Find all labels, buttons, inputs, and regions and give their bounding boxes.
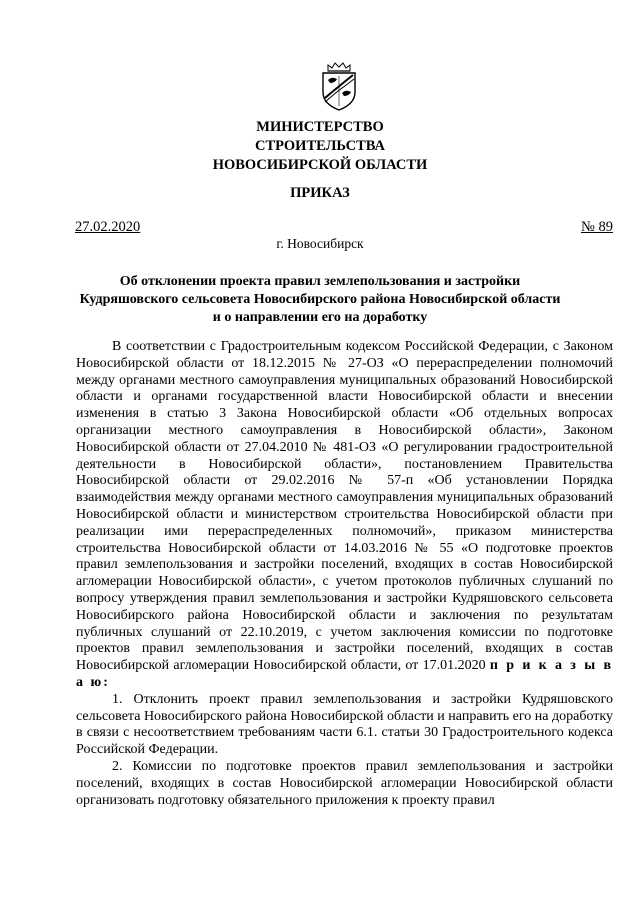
subject-line: Об отклонении проекта правил землепользования и застройки [119, 274, 521, 289]
preamble-paragraph [76, 339, 613, 692]
preamble-text: В соответствии с Градостроительным кодексом Российской Федерации, с Законом Новосибирской области от 18.12.2015 № 27-ОЗ «О перераспределении полномочий между органами местного самоуправления муниципальных образований Новосибирской области и органами государственной власти Новосибирской области и внесении изменения в статью 3 Закона Новосибирской области «Об отдельных вопросах организации местного самоуправления в Новосибирской области», Законом Новосибирской области от 27.04.2010 № 481-ОЗ «О регулировании градостроительной деятельности в Новосибирской области», постановлением Правительства Новосибирской области от 29.02.2016 № 57-п «Об установлении Порядка взаимодействия между органами местного самоуправления муниципальных образований Новосибирской области и министерством строительства Новосибирской области при реализации ими перераспределенных полномочий», приказом министерства строительства Новосибирской области от 14.03.2016 № 55 «О подготовке проектов правил землепользования и застройки поселений, входящих в состав Новосибирской агломерации Новосибирской области», с учетом протоколов публичных слушаний по вопросу утверждения правил землепользования и застройки Кудряшовского сельсовета Новосибирского района Новосибирской области и заключения по результатам публичных слушаний от 22.10.2019, с учетом заключения комиссии по подготовке проектов правил землепользования и застройки поселений, входящих в состав Новосибирской агломерации Новосибирской области, от 17.01.2020 [76, 339, 613, 674]
order-item-1: 1. Отклонить проект правил землепользования и застройки Кудряшовского сельсовета Новосибирского района Новосибирской области и направить его на доработку в связи с несоответствием требованиям части 6.1. статьи 30 Градостроительного кодекса Российской Федерации. [76, 691, 613, 758]
novosibirsk-coat-of-arms-icon [318, 62, 360, 112]
order-subject [40, 273, 600, 327]
order-date: 27.02.2020 [75, 219, 141, 235]
ministry-line: СТРОИТЕЛЬСТВА [254, 138, 386, 154]
order-keyword: п р и к а з ы в а ю: [76, 658, 614, 690]
city: г. Новосибирск [276, 236, 364, 251]
subject-line: и о направлении его на доработку [212, 310, 428, 325]
subject-line: Кудряшовского сельсовета Новосибирского района Новосибирской области [79, 292, 561, 307]
ministry-line: НОВОСИБИРСКОЙ ОБЛАСТИ [212, 157, 428, 173]
order-item-2: 2. Комиссии по подготовке проектов правил землепользования и застройки поселений, входящих в состав Новосибирской агломерации Новосибирской области организовать подготовку обязательного приложения к проекту правил [76, 758, 613, 808]
document-type: ПРИКАЗ [290, 185, 350, 201]
ministry-name [0, 118, 640, 175]
ministry-line: МИНИСТЕРСТВО [256, 119, 384, 135]
order-body [76, 339, 613, 809]
order-number: № 89 [581, 219, 613, 235]
